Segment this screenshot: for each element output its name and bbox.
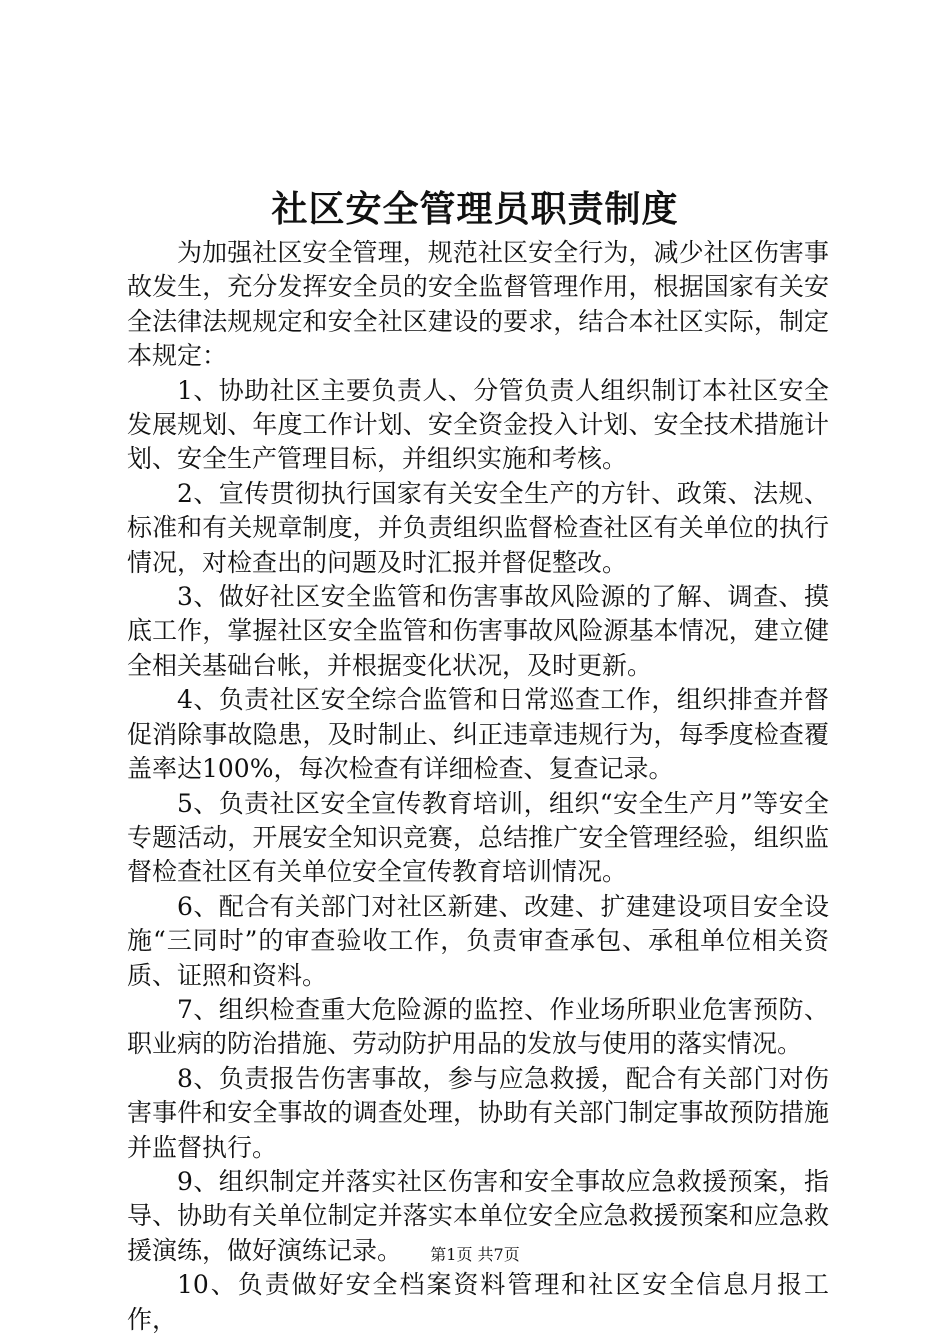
paragraph-item-2: 2、宣传贯彻执行国家有关安全生产的方针、政策、法规、标准和有关规章制度，并负责组织监督检查社区有关单位的执行情况，对检查出的问题及时汇报并督促整改。 <box>127 478 829 577</box>
paragraph-item-3: 3、做好社区安全监管和伤害事故风险源的了解、调查、摸底工作，掌握社区安全监管和伤害事故风险源基本情况，建立健全相关基础台帐，并根据变化状况，及时更新。 <box>127 582 829 680</box>
page-footer: 第1页 共7页 <box>430 1245 520 1264</box>
paragraph-item-7: 7、组织检查重大危险源的监控、作业场所职业危害预防、职业病的防治措施、劳动防护用品的发放与使用的落实情况。 <box>127 994 829 1059</box>
paragraph-item-4: 4、负责社区安全综合监管和日常巡查工作，组织排查并督促消除事故隐患，及时制止、纠正违章违规行为，每季度检查覆盖率达100%，每次检查有详细检查、复查记录。 <box>127 685 829 784</box>
paragraph-item-10: 10、负责做好安全档案资料管理和社区安全信息月报工作， <box>127 1270 829 1334</box>
page-title: 社区安全管理员职责制度 <box>271 188 679 230</box>
paragraph-item-6: 6、配合有关部门对社区新建、改建、扩建建设项目安全设施“三同时”的审查验收工作，负责审查承包、承租单位相关资质、证照和资料。 <box>127 891 829 990</box>
paragraph-item-8: 8、负责报告伤害事故，参与应急救援，配合有关部门对伤害事件和安全事故的调查处理，协助有关部门制定事故预防措施并监督执行。 <box>127 1063 829 1162</box>
document-body <box>127 236 829 1337</box>
paragraph-item-9: 9、组织制定并落实社区伤害和安全事故应急救援预案，指导、协助有关单位制定并落实本单位安全应急救援预案和应急救援演练，做好演练记录。 <box>127 1166 829 1265</box>
paragraph-item-5: 5、负责社区安全宣传教育培训，组织“安全生产月”等安全专题活动，开展安全知识竞赛，总结推广安全管理经验，组织监督检查社区有关单位安全宣传教育培训情况。 <box>127 788 829 887</box>
paragraph-item-1: 1、协助社区主要负责人、分管负责人组织制订本社区安全发展规划、年度工作计划、安全资金投入计划、安全技术措施计划、安全生产管理目标，并组织实施和考核。 <box>127 375 829 474</box>
paragraph-intro: 为加强社区安全管理，规范社区安全行为，减少社区伤害事故发生，充分发挥安全员的安全监督管理作用，根据国家有关安全法律法规规定和安全社区建设的要求，结合本社区实际，制定本规定： <box>127 238 829 371</box>
